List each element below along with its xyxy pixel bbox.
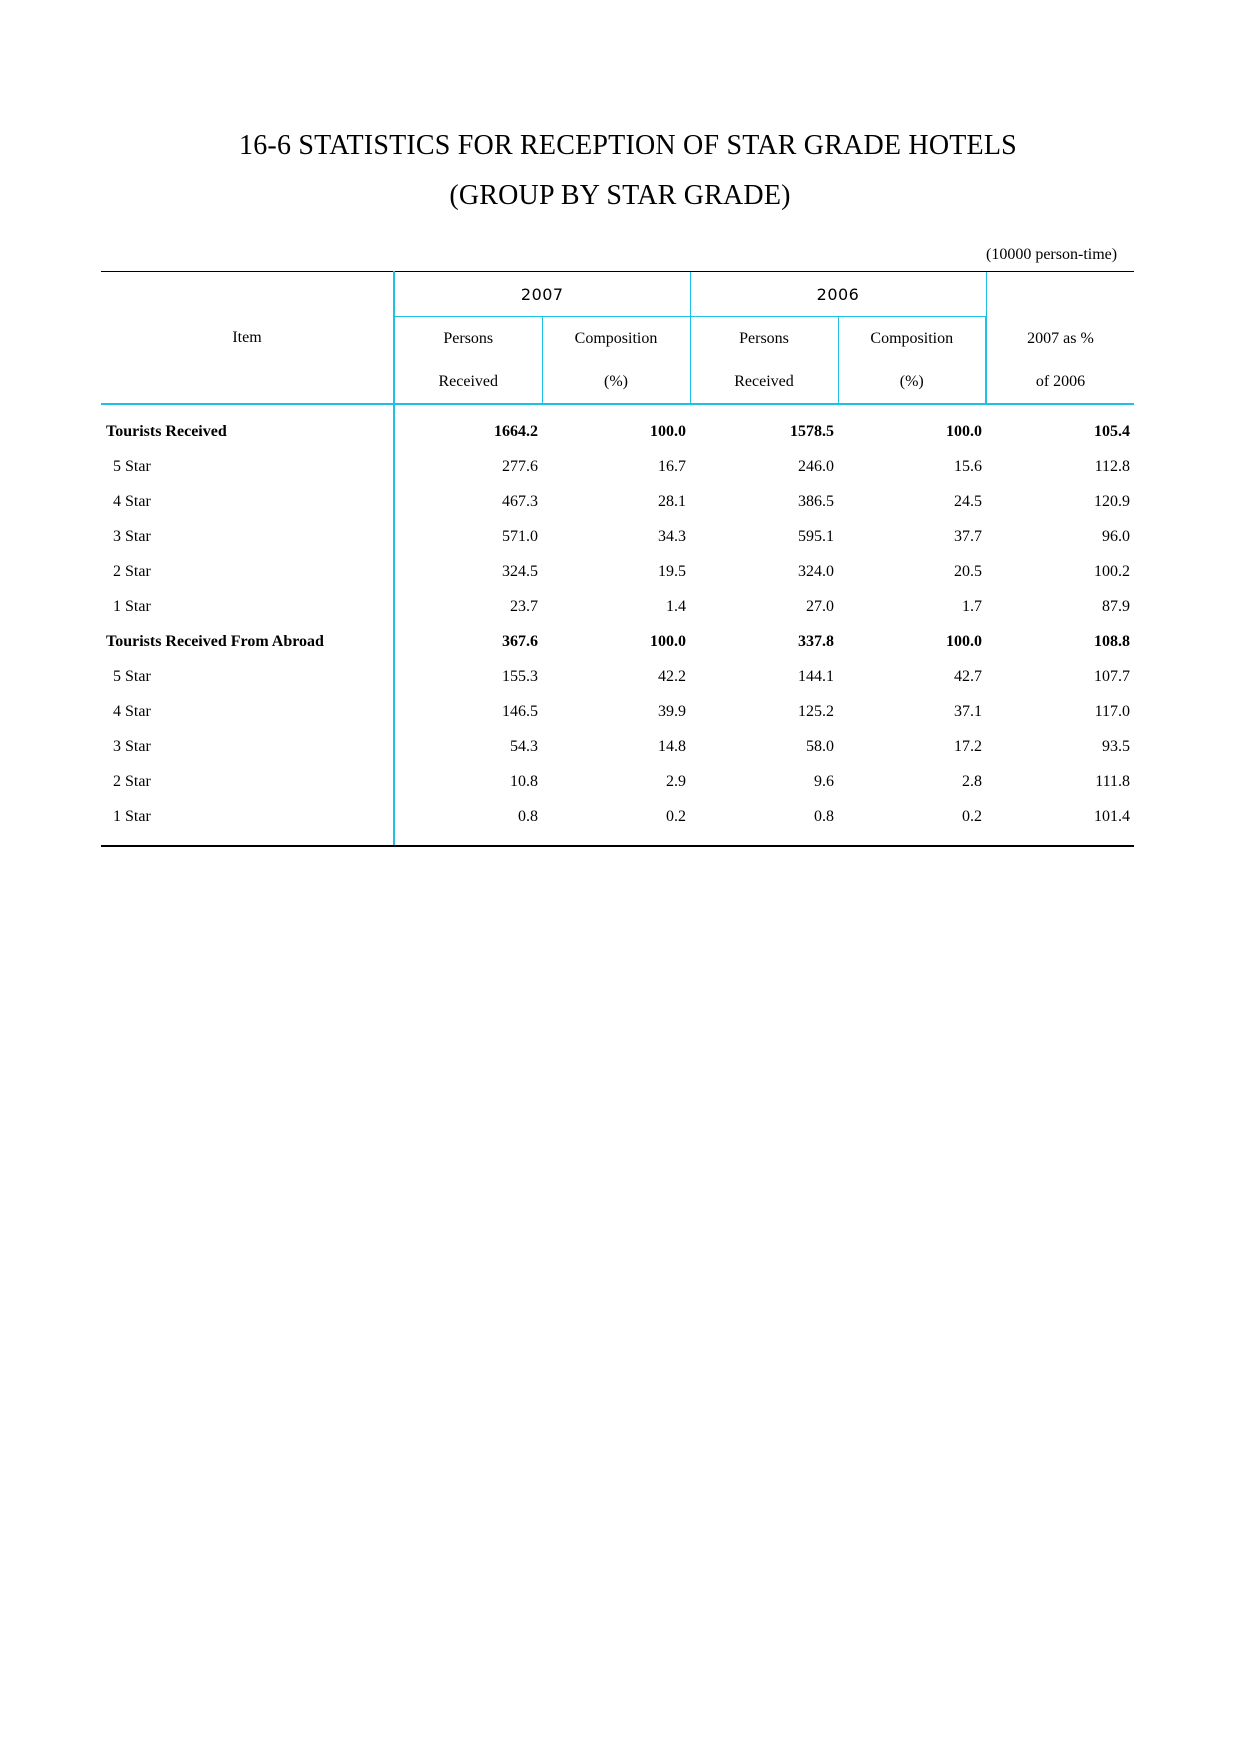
table-body [101, 404, 1134, 846]
table-row [101, 519, 1134, 554]
composition-2007: 0.2 [542, 799, 690, 846]
persons-2006: 1578.5 [790, 422, 834, 440]
header-composition-2007-line2: (%) [542, 361, 690, 404]
composition-2007: 42.2 [658, 667, 686, 685]
header-year-2006: 2006 [690, 272, 986, 317]
composition-2007: 100.0 [650, 422, 686, 440]
persons-2007: 54.3 [510, 737, 538, 755]
table-row [101, 624, 1134, 659]
composition-2006: 15.6 [954, 457, 982, 475]
persons-2006: 144.1 [798, 667, 834, 685]
persons-2007: 571.0 [502, 527, 538, 545]
ratio-2007-vs-2006: 100.2 [1094, 562, 1130, 580]
persons-2006: 337.8 [798, 632, 834, 650]
row-label: 2 Star [101, 764, 394, 799]
ratio-2007-vs-2006: 87.9 [1102, 597, 1130, 615]
statistics-table [101, 271, 1134, 847]
composition-2006: 20.5 [954, 562, 982, 580]
table-row [101, 694, 1134, 729]
persons-2007: 367.6 [502, 632, 538, 650]
composition-2006: 100.0 [946, 632, 982, 650]
row-label: 3 Star [101, 519, 394, 554]
persons-2006: 0.8 [690, 799, 838, 846]
header-composition-2006: Composition [838, 317, 986, 362]
header-persons-2007: Persons [394, 317, 542, 362]
composition-2007: 28.1 [658, 492, 686, 510]
composition-2007: 100.0 [650, 632, 686, 650]
composition-2007: 14.8 [658, 737, 686, 755]
persons-2007: 23.7 [510, 597, 538, 615]
persons-2007: 0.8 [394, 799, 542, 846]
composition-2006: 37.1 [954, 702, 982, 720]
header-persons-2006: Persons [690, 317, 838, 362]
composition-2006: 37.7 [954, 527, 982, 545]
page-subtitle: (GROUP BY STAR GRADE) [449, 180, 791, 211]
header-persons-2006-line2: Received [690, 361, 838, 404]
composition-2007: 34.3 [658, 527, 686, 545]
persons-2007: 277.6 [502, 457, 538, 475]
row-label: Tourists Received From Abroad [101, 624, 394, 659]
composition-2007: 1.4 [666, 597, 686, 615]
persons-2007: 10.8 [510, 772, 538, 790]
persons-2006: 595.1 [798, 527, 834, 545]
header-ratio: 2007 as % [986, 317, 1134, 362]
table-row [101, 404, 1134, 449]
table-row [101, 799, 1134, 846]
ratio-2007-vs-2006: 117.0 [1094, 702, 1130, 720]
row-label: 5 Star [101, 449, 394, 484]
unit-note: (10000 person-time) [986, 246, 1118, 263]
composition-2006: 17.2 [954, 737, 982, 755]
composition-2006: 100.0 [946, 422, 982, 440]
composition-2006: 42.7 [954, 667, 982, 685]
persons-2006: 27.0 [806, 597, 834, 615]
table-row [101, 729, 1134, 764]
composition-2007: 16.7 [658, 457, 686, 475]
ratio-2007-vs-2006: 93.5 [1102, 737, 1130, 755]
table-row [101, 554, 1134, 589]
persons-2006: 386.5 [798, 492, 834, 510]
persons-2007: 146.5 [502, 702, 538, 720]
ratio-2007-vs-2006: 107.7 [1094, 667, 1130, 685]
persons-2006: 9.6 [814, 772, 834, 790]
persons-2006: 324.0 [798, 562, 834, 580]
row-label: 4 Star [101, 484, 394, 519]
header-year-2007: 2007 [394, 272, 690, 317]
header-ratio-line2: of 2006 [986, 361, 1134, 404]
ratio-2007-vs-2006: 120.9 [1094, 492, 1130, 510]
table-row [101, 589, 1134, 624]
header-persons-2007-line2: Received [394, 361, 542, 404]
persons-2007: 324.5 [502, 562, 538, 580]
ratio-2007-vs-2006: 105.4 [1094, 422, 1130, 440]
ratio-2007-vs-2006: 112.8 [1094, 457, 1130, 475]
row-label: 2 Star [101, 554, 394, 589]
composition-2006: 24.5 [954, 492, 982, 510]
row-label: 3 Star [101, 729, 394, 764]
header-composition-2007: Composition [542, 317, 690, 362]
composition-2007: 2.9 [666, 772, 686, 790]
table-row [101, 484, 1134, 519]
ratio-2007-vs-2006: 96.0 [1102, 527, 1130, 545]
ratio-2007-vs-2006: 108.8 [1094, 632, 1130, 650]
row-label: 5 Star [101, 659, 394, 694]
composition-2007: 39.9 [658, 702, 686, 720]
persons-2006: 125.2 [798, 702, 834, 720]
row-label: 4 Star [101, 694, 394, 729]
table-row [101, 449, 1134, 484]
row-label: 1 Star [101, 589, 394, 624]
ratio-2007-vs-2006: 111.8 [1095, 772, 1130, 790]
header-ratio-spacer [986, 272, 1134, 317]
composition-2006: 1.7 [962, 597, 982, 615]
row-label: Tourists Received [101, 404, 394, 449]
persons-2007: 467.3 [502, 492, 538, 510]
header-composition-2006-line2: (%) [838, 361, 986, 404]
composition-2006: 2.8 [962, 772, 982, 790]
persons-2007: 155.3 [502, 667, 538, 685]
composition-2007: 19.5 [658, 562, 686, 580]
persons-2007: 1664.2 [494, 422, 538, 440]
table-row [101, 659, 1134, 694]
table-header [101, 272, 1134, 405]
table-row [101, 764, 1134, 799]
persons-2006: 58.0 [806, 737, 834, 755]
composition-2006: 0.2 [838, 799, 986, 846]
ratio-2007-vs-2006: 101.4 [986, 799, 1134, 846]
page-title: 16-6 STATISTICS FOR RECEPTION OF STAR GRADE HOTELS [239, 130, 1017, 161]
header-item: Item [101, 272, 394, 405]
row-label: 1 Star [101, 799, 394, 846]
persons-2006: 246.0 [798, 457, 834, 475]
